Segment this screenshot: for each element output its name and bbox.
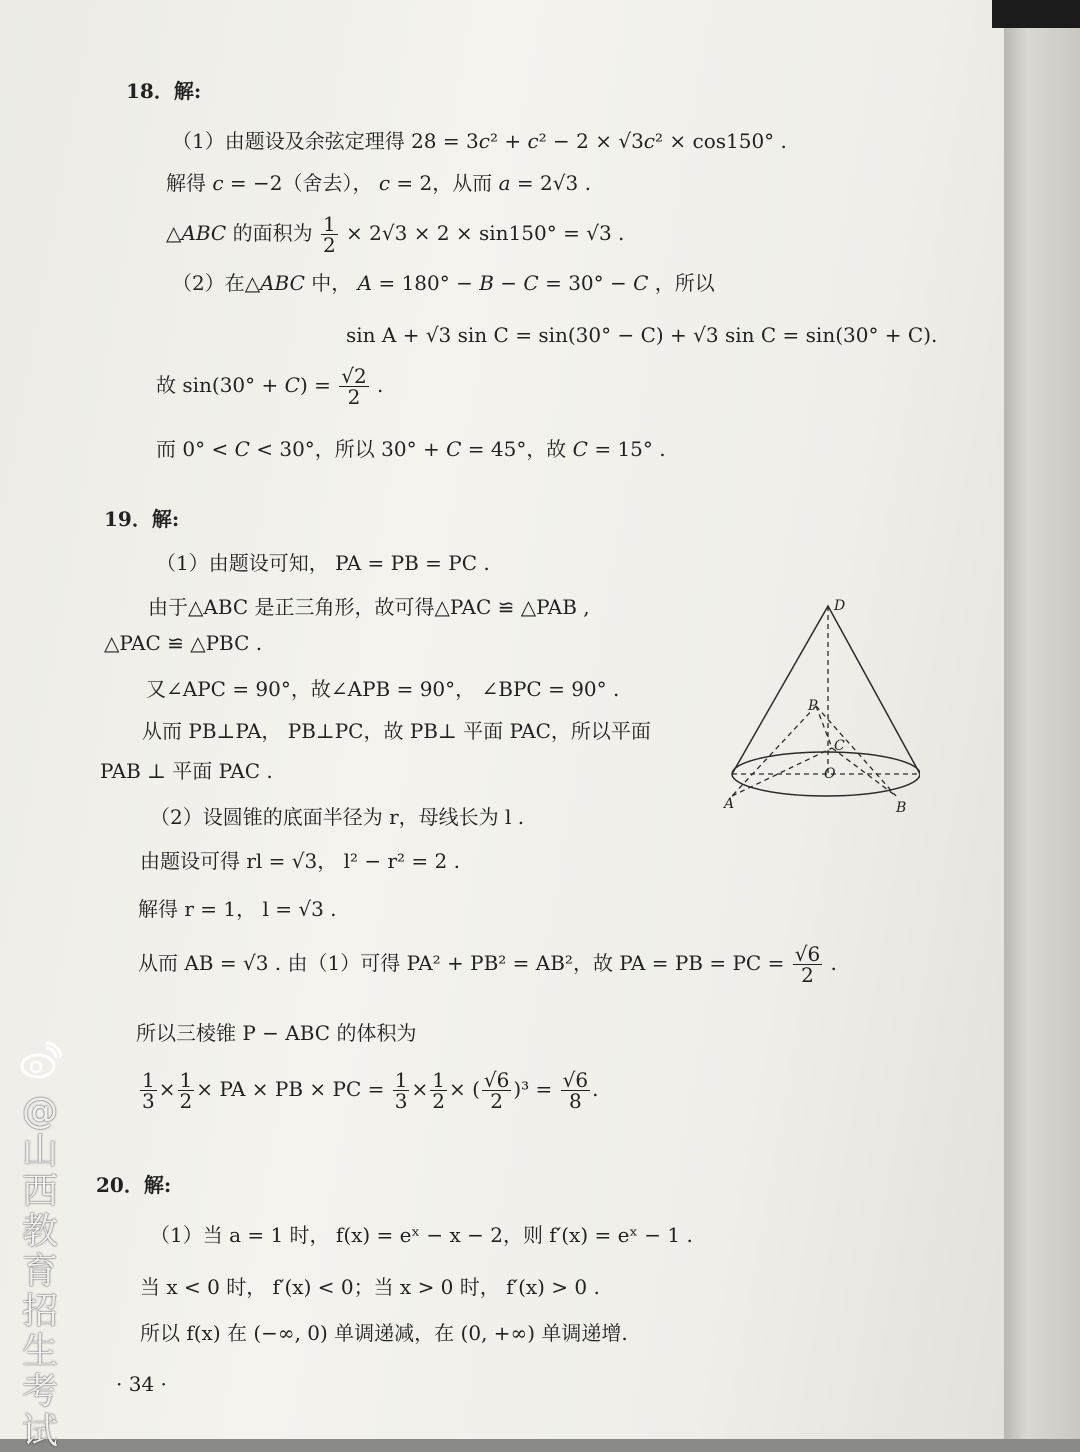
- watermark-char: 试: [21, 1411, 58, 1452]
- fraction: $\frac{1}{2}$: [179, 1068, 193, 1113]
- q19-line-12: $\frac{1}{3}$ × $\frac{1}{2}$ × PA × PB × PC = $\frac{1}{3}$ × $\frac{1}{2}$ × ( $\frac{√6}{2}$ )³ = $\frac{√6}{8}$ .: [142, 1068, 599, 1113]
- q19-line-7: （2）设圆锥的底面半径为 r，母线长为 l .: [150, 805, 525, 829]
- q20-line-3: 所以 f(x) 在 (−∞, 0) 单调递减，在 (0, +∞) 单调递增.: [140, 1321, 628, 1345]
- watermark-char: 山: [21, 1131, 58, 1172]
- q18-line-5: sin A + √3 sin C = sin(30° − C) + √3 sin C = sin(30° + C).: [346, 323, 938, 347]
- label-d: D: [834, 598, 846, 614]
- q19-line-6: PAB ⊥ 平面 PAC .: [100, 759, 273, 783]
- q20-number: 20．解:: [96, 1173, 172, 1197]
- q19-line-1: （1）由题设可知， PA = PB = PC .: [156, 551, 490, 575]
- edge-pc: [816, 706, 832, 748]
- watermark-at: @: [22, 1091, 58, 1132]
- fraction: $\frac{√6}{2}$: [794, 942, 821, 987]
- q19-line-11: 所以三棱锥 P − ABC 的体积为: [136, 1021, 417, 1045]
- weibo-logo-icon: [18, 1040, 62, 1084]
- q18-line-7: 而 0° < C < 30°，所以 30° + C = 45°，故 C = 15° .: [156, 437, 666, 461]
- fraction: $\frac{1}{2}$: [432, 1068, 445, 1113]
- watermark-char: 考: [21, 1371, 58, 1412]
- label-o: O: [824, 766, 836, 782]
- cone-generatrix: [732, 606, 920, 774]
- watermark-char: 招: [21, 1291, 58, 1332]
- q19-line-8: 由题设可得 rl = √3， l² − r² = 2 .: [140, 849, 460, 873]
- q19-line-2: 由于△ABC 是正三角形，故可得△PAC ≌ △PAB ,: [148, 595, 590, 619]
- watermark-char: 生: [21, 1331, 58, 1372]
- q19-line-4: 又∠APC = 90°，故∠APB = 90°， ∠BPC = 90° .: [146, 677, 620, 701]
- watermark-char: 教: [21, 1211, 58, 1252]
- q18-line-1: （1）由题设及余弦定理得 28 = 3c² + c² − 2 × √3c² × cos150° .: [172, 129, 787, 153]
- q19-line-10: 从而 AB = √3 . 由（1）可得 PA² + PB² = AB²，故 PA = PB = PC = $\frac{√6}{2}$ .: [138, 942, 837, 987]
- watermark-char: 育: [21, 1251, 58, 1292]
- q18-number: 18．解:: [126, 79, 202, 103]
- label-p: P: [808, 698, 818, 714]
- fraction: $\frac{√2}{2}$: [341, 364, 367, 409]
- fraction: $\frac{√6}{8}$: [562, 1068, 589, 1113]
- book-gutter: [1004, 0, 1080, 1439]
- q20-line-2: 当 x < 0 时， f′(x) < 0；当 x > 0 时， f′(x) > 0 .: [140, 1275, 600, 1299]
- label-a: A: [724, 796, 735, 812]
- edge-bc: [832, 748, 896, 796]
- q19-line-3: △PAC ≌ △PBC .: [104, 631, 263, 655]
- q18-line-4: （2）在△ABC 中， A = 180° − B − C = 30° − C ，所以: [172, 271, 715, 295]
- q19-line-9: 解得 r = 1， l = √3 .: [138, 897, 337, 921]
- watermark-char: 西: [21, 1171, 58, 1212]
- dark-corner: [992, 0, 1080, 28]
- fraction: $\frac{1}{2}$: [322, 212, 336, 257]
- weibo-watermark: [12, 1040, 68, 1452]
- fraction: $\frac{√6}{2}$: [483, 1068, 510, 1113]
- fraction: $\frac{1}{3}$: [394, 1068, 408, 1113]
- label-b: B: [896, 800, 907, 816]
- q20-line-1: （1）当 a = 1 时， f(x) = eˣ − x − 2，则 f′(x) = eˣ − 1 .: [150, 1223, 693, 1247]
- cone-diagram: [720, 598, 920, 820]
- q18-line-2: 解得 c = −2（舍去）， c = 2，从而 a = 2√3 .: [166, 171, 591, 195]
- label-c: C: [834, 738, 845, 754]
- q18-line-3: △ABC 的面积为 $\frac{1}{2}$ × 2√3 × 2 × sin150° = √3 .: [166, 212, 625, 257]
- page-number: · 34 ·: [116, 1372, 167, 1396]
- q18-line-6: 故 sin(30° + C) = $\frac{√2}{2}$ .: [156, 364, 384, 409]
- q19-line-5: 从而 PB⊥PA， PB⊥PC，故 PB⊥ 平面 PAC，所以平面: [142, 719, 651, 743]
- q19-number: 19．解:: [104, 507, 180, 531]
- fraction: $\frac{1}{3}$: [142, 1068, 155, 1113]
